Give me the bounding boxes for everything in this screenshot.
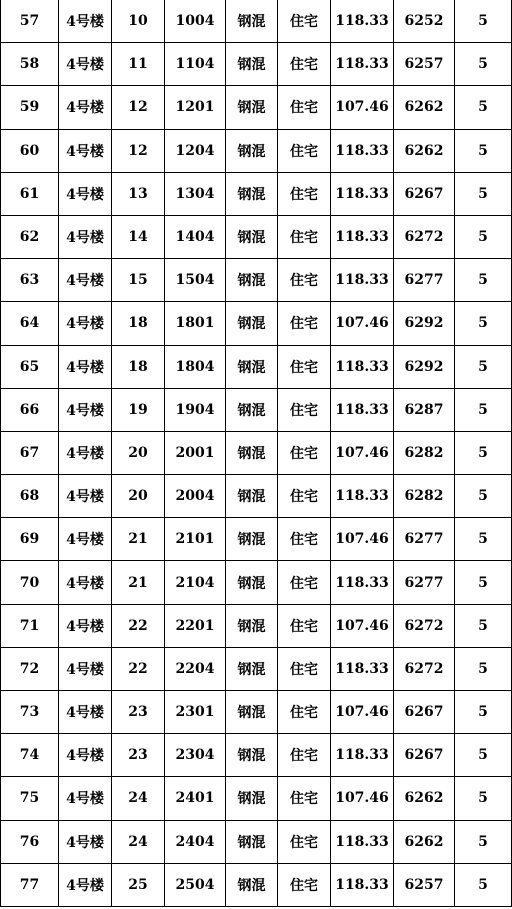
structure-type-cell: 钢混 [226, 777, 278, 820]
row-number-cell: 69 [1, 518, 59, 561]
unit-price-cell: 6272 [394, 215, 455, 258]
area-cell: 118.33 [331, 129, 394, 172]
usage-type-cell: 住宅 [278, 561, 331, 604]
value-cell-cell: 5 [455, 777, 512, 820]
unit-price-cell: 6292 [394, 345, 455, 388]
row-number-cell: 65 [1, 345, 59, 388]
unit-number-cell: 1104 [165, 43, 226, 86]
usage-type-cell: 住宅 [278, 734, 331, 777]
table-row [1, 215, 512, 258]
usage-type-cell: 住宅 [278, 129, 331, 172]
row-number-cell: 73 [1, 691, 59, 734]
value-cell-cell: 5 [455, 43, 512, 86]
table-body [1, 0, 512, 906]
area-cell: 107.46 [331, 86, 394, 129]
table-row [1, 0, 512, 43]
value-cell-cell: 5 [455, 302, 512, 345]
value-cell-cell: 5 [455, 388, 512, 431]
unit-price-cell: 6267 [394, 691, 455, 734]
table-row [1, 43, 512, 86]
unit-number-cell: 2101 [165, 518, 226, 561]
structure-type-cell: 钢混 [226, 518, 278, 561]
unit-number-cell: 2104 [165, 561, 226, 604]
building-cell: 4号楼 [59, 345, 112, 388]
floor-cell: 23 [112, 734, 165, 777]
area-cell: 118.33 [331, 561, 394, 604]
table-row [1, 604, 512, 647]
building-cell: 4号楼 [59, 734, 112, 777]
building-cell: 4号楼 [59, 129, 112, 172]
unit-number-cell: 1504 [165, 259, 226, 302]
structure-type-cell: 钢混 [226, 431, 278, 474]
usage-type-cell: 住宅 [278, 215, 331, 258]
unit-number-cell: 1904 [165, 388, 226, 431]
row-number-cell: 76 [1, 820, 59, 863]
floor-cell: 13 [112, 172, 165, 215]
usage-type-cell: 住宅 [278, 518, 331, 561]
unit-price-cell: 6277 [394, 561, 455, 604]
value-cell-cell: 5 [455, 604, 512, 647]
building-cell: 4号楼 [59, 475, 112, 518]
table-row [1, 734, 512, 777]
structure-type-cell: 钢混 [226, 43, 278, 86]
value-cell-cell: 5 [455, 734, 512, 777]
structure-type-cell: 钢混 [226, 604, 278, 647]
value-cell-cell: 5 [455, 561, 512, 604]
building-cell: 4号楼 [59, 172, 112, 215]
value-cell-cell: 5 [455, 647, 512, 690]
row-number-cell: 71 [1, 604, 59, 647]
building-cell: 4号楼 [59, 86, 112, 129]
building-cell: 4号楼 [59, 215, 112, 258]
structure-type-cell: 钢混 [226, 820, 278, 863]
row-number-cell: 77 [1, 863, 59, 906]
building-cell: 4号楼 [59, 691, 112, 734]
area-cell: 107.46 [331, 518, 394, 561]
usage-type-cell: 住宅 [278, 863, 331, 906]
table-row [1, 475, 512, 518]
unit-price-cell: 6272 [394, 647, 455, 690]
unit-number-cell: 1304 [165, 172, 226, 215]
table-row [1, 259, 512, 302]
area-cell: 118.33 [331, 0, 394, 43]
unit-number-cell: 2504 [165, 863, 226, 906]
unit-number-cell: 2201 [165, 604, 226, 647]
unit-number-cell: 1804 [165, 345, 226, 388]
structure-type-cell: 钢混 [226, 215, 278, 258]
table-row [1, 86, 512, 129]
floor-cell: 12 [112, 86, 165, 129]
usage-type-cell: 住宅 [278, 820, 331, 863]
unit-price-cell: 6287 [394, 388, 455, 431]
unit-price-cell: 6252 [394, 0, 455, 43]
row-number-cell: 64 [1, 302, 59, 345]
unit-price-cell: 6282 [394, 475, 455, 518]
value-cell-cell: 5 [455, 863, 512, 906]
usage-type-cell: 住宅 [278, 604, 331, 647]
building-cell: 4号楼 [59, 561, 112, 604]
value-cell-cell: 5 [455, 259, 512, 302]
structure-type-cell: 钢混 [226, 475, 278, 518]
table-row [1, 863, 512, 906]
value-cell-cell: 5 [455, 431, 512, 474]
table-row [1, 820, 512, 863]
structure-type-cell: 钢混 [226, 561, 278, 604]
floor-cell: 21 [112, 561, 165, 604]
structure-type-cell: 钢混 [226, 647, 278, 690]
row-number-cell: 67 [1, 431, 59, 474]
usage-type-cell: 住宅 [278, 475, 331, 518]
unit-number-cell: 2404 [165, 820, 226, 863]
row-number-cell: 58 [1, 43, 59, 86]
unit-number-cell: 1801 [165, 302, 226, 345]
value-cell-cell: 5 [455, 129, 512, 172]
unit-number-cell: 2301 [165, 691, 226, 734]
table-row [1, 302, 512, 345]
area-cell: 118.33 [331, 345, 394, 388]
unit-price-cell: 6272 [394, 604, 455, 647]
area-cell: 107.46 [331, 691, 394, 734]
building-cell: 4号楼 [59, 604, 112, 647]
unit-number-cell: 1004 [165, 0, 226, 43]
row-number-cell: 68 [1, 475, 59, 518]
structure-type-cell: 钢混 [226, 0, 278, 43]
area-cell: 107.46 [331, 777, 394, 820]
area-cell: 118.33 [331, 734, 394, 777]
area-cell: 118.33 [331, 475, 394, 518]
usage-type-cell: 住宅 [278, 431, 331, 474]
floor-cell: 22 [112, 604, 165, 647]
usage-type-cell: 住宅 [278, 86, 331, 129]
floor-cell: 12 [112, 129, 165, 172]
table-row [1, 172, 512, 215]
area-cell: 107.46 [331, 604, 394, 647]
building-cell: 4号楼 [59, 302, 112, 345]
structure-type-cell: 钢混 [226, 86, 278, 129]
usage-type-cell: 住宅 [278, 691, 331, 734]
unit-price-cell: 6292 [394, 302, 455, 345]
area-cell: 118.33 [331, 863, 394, 906]
row-number-cell: 60 [1, 129, 59, 172]
unit-price-cell: 6277 [394, 259, 455, 302]
unit-price-cell: 6262 [394, 777, 455, 820]
value-cell-cell: 5 [455, 215, 512, 258]
usage-type-cell: 住宅 [278, 388, 331, 431]
row-number-cell: 61 [1, 172, 59, 215]
unit-price-cell: 6257 [394, 43, 455, 86]
unit-price-cell: 6257 [394, 863, 455, 906]
area-cell: 118.33 [331, 647, 394, 690]
building-cell: 4号楼 [59, 820, 112, 863]
floor-cell: 24 [112, 777, 165, 820]
area-cell: 107.46 [331, 431, 394, 474]
floor-cell: 10 [112, 0, 165, 43]
structure-type-cell: 钢混 [226, 172, 278, 215]
floor-cell: 20 [112, 475, 165, 518]
unit-price-cell: 6277 [394, 518, 455, 561]
floor-cell: 11 [112, 43, 165, 86]
floor-cell: 22 [112, 647, 165, 690]
unit-number-cell: 1201 [165, 86, 226, 129]
value-cell-cell: 5 [455, 820, 512, 863]
table-row [1, 129, 512, 172]
unit-price-cell: 6267 [394, 172, 455, 215]
value-cell-cell: 5 [455, 518, 512, 561]
row-number-cell: 66 [1, 388, 59, 431]
row-number-cell: 74 [1, 734, 59, 777]
building-cell: 4号楼 [59, 518, 112, 561]
structure-type-cell: 钢混 [226, 302, 278, 345]
floor-cell: 18 [112, 302, 165, 345]
usage-type-cell: 住宅 [278, 302, 331, 345]
row-number-cell: 63 [1, 259, 59, 302]
structure-type-cell: 钢混 [226, 388, 278, 431]
area-cell: 118.33 [331, 820, 394, 863]
floor-cell: 20 [112, 431, 165, 474]
unit-price-cell: 6262 [394, 129, 455, 172]
unit-number-cell: 2204 [165, 647, 226, 690]
row-number-cell: 70 [1, 561, 59, 604]
table-row [1, 561, 512, 604]
floor-cell: 21 [112, 518, 165, 561]
usage-type-cell: 住宅 [278, 777, 331, 820]
value-cell-cell: 5 [455, 691, 512, 734]
building-cell: 4号楼 [59, 863, 112, 906]
row-number-cell: 57 [1, 0, 59, 43]
table-row [1, 518, 512, 561]
usage-type-cell: 住宅 [278, 43, 331, 86]
building-cell: 4号楼 [59, 431, 112, 474]
usage-type-cell: 住宅 [278, 345, 331, 388]
floor-cell: 25 [112, 863, 165, 906]
row-number-cell: 59 [1, 86, 59, 129]
unit-number-cell: 2304 [165, 734, 226, 777]
building-cell: 4号楼 [59, 647, 112, 690]
unit-number-cell: 2401 [165, 777, 226, 820]
unit-number-cell: 2001 [165, 431, 226, 474]
floor-cell: 19 [112, 388, 165, 431]
area-cell: 118.33 [331, 388, 394, 431]
value-cell-cell: 5 [455, 0, 512, 43]
unit-number-cell: 1404 [165, 215, 226, 258]
table-row [1, 777, 512, 820]
structure-type-cell: 钢混 [226, 863, 278, 906]
row-number-cell: 62 [1, 215, 59, 258]
area-cell: 118.33 [331, 43, 394, 86]
usage-type-cell: 住宅 [278, 172, 331, 215]
row-number-cell: 75 [1, 777, 59, 820]
structure-type-cell: 钢混 [226, 345, 278, 388]
unit-price-cell: 6262 [394, 820, 455, 863]
floor-cell: 23 [112, 691, 165, 734]
building-cell: 4号楼 [59, 0, 112, 43]
unit-price-cell: 6262 [394, 86, 455, 129]
structure-type-cell: 钢混 [226, 259, 278, 302]
building-cell: 4号楼 [59, 43, 112, 86]
table-row [1, 388, 512, 431]
unit-number-cell: 2004 [165, 475, 226, 518]
row-number-cell: 72 [1, 647, 59, 690]
value-cell-cell: 5 [455, 345, 512, 388]
usage-type-cell: 住宅 [278, 647, 331, 690]
floor-cell: 18 [112, 345, 165, 388]
area-cell: 118.33 [331, 172, 394, 215]
table-row [1, 691, 512, 734]
structure-type-cell: 钢混 [226, 691, 278, 734]
unit-price-cell: 6267 [394, 734, 455, 777]
floor-cell: 15 [112, 259, 165, 302]
value-cell-cell: 5 [455, 86, 512, 129]
table-row [1, 431, 512, 474]
floor-cell: 14 [112, 215, 165, 258]
floor-cell: 24 [112, 820, 165, 863]
table-row [1, 345, 512, 388]
structure-type-cell: 钢混 [226, 734, 278, 777]
building-cell: 4号楼 [59, 388, 112, 431]
unit-price-cell: 6282 [394, 431, 455, 474]
value-cell-cell: 5 [455, 172, 512, 215]
area-cell: 118.33 [331, 259, 394, 302]
usage-type-cell: 住宅 [278, 0, 331, 43]
usage-type-cell: 住宅 [278, 259, 331, 302]
building-cell: 4号楼 [59, 777, 112, 820]
building-cell: 4号楼 [59, 259, 112, 302]
table-row [1, 647, 512, 690]
area-cell: 107.46 [331, 302, 394, 345]
value-cell-cell: 5 [455, 475, 512, 518]
structure-type-cell: 钢混 [226, 129, 278, 172]
unit-number-cell: 1204 [165, 129, 226, 172]
area-cell: 118.33 [331, 215, 394, 258]
